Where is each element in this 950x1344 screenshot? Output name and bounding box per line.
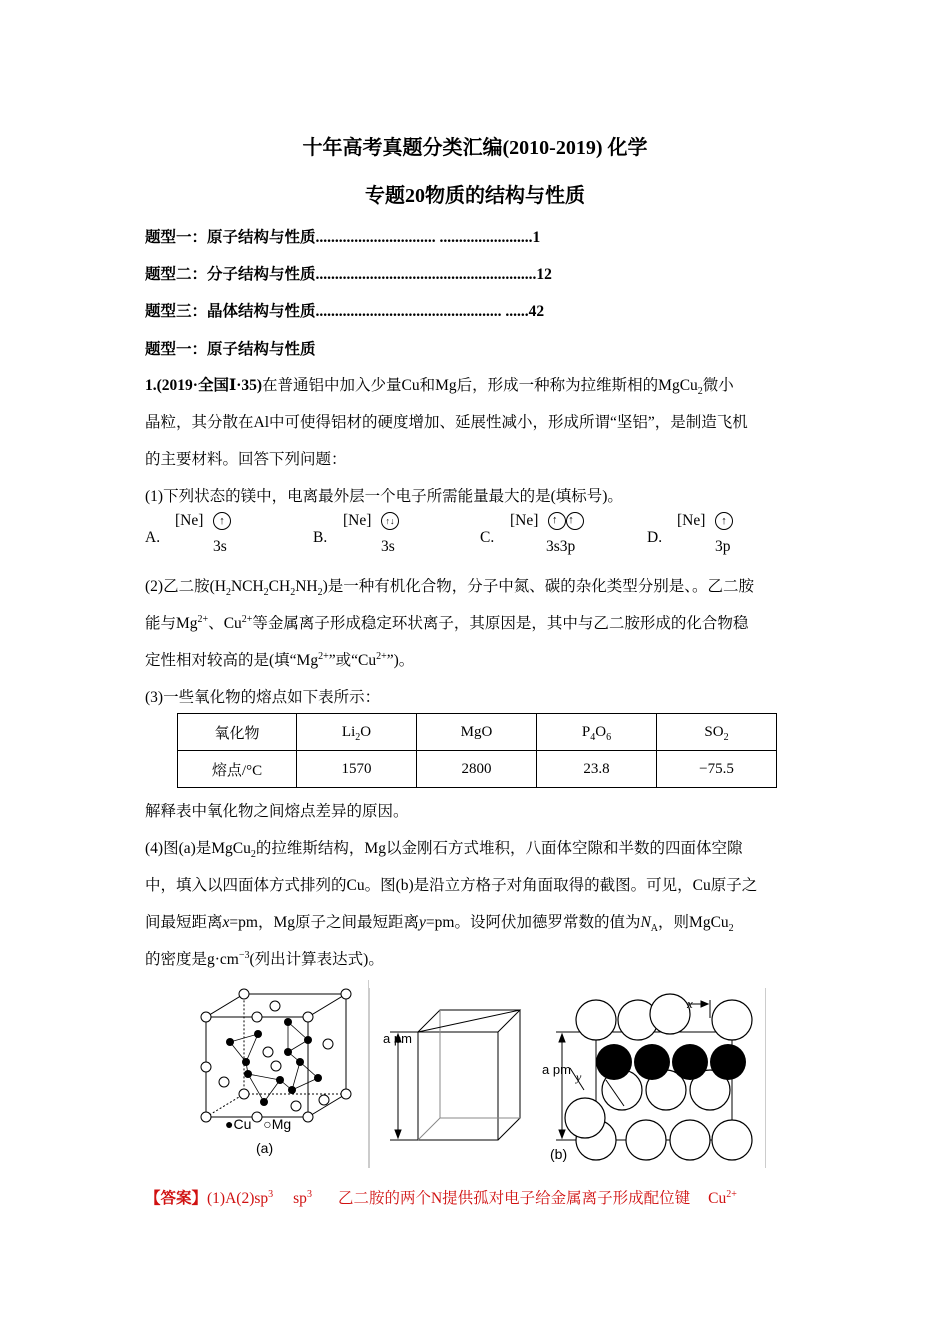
- topic-title: 专题20物质的结构与性质: [365, 185, 585, 207]
- orbital-circle-icon: ↑: [213, 512, 231, 530]
- legend-mg: ○Mg: [263, 1116, 292, 1132]
- question-part-3-followup: 解释表中氧化物之间熔点差异的原因。: [145, 803, 409, 820]
- legend-cu: ●Cu: [225, 1116, 252, 1132]
- toc-page: 1: [532, 229, 541, 246]
- table-cell: 1570: [297, 751, 417, 788]
- section-title: 题型一：原子结构与性质: [145, 341, 316, 358]
- options-row: A. [Ne] ↑ 3s B. [Ne] ↑↓ 3s C. [Ne] ↑ ↑ 3s3p D. [Ne] ↑ 3p: [145, 512, 805, 560]
- orbital-circle-icon: ↑: [715, 512, 733, 530]
- toc-dots: .........................................................: [315, 266, 537, 283]
- question-intro-line1: 1.(2019·全国Ⅰ·35)在普通铝中加入少量Cu和Mg后，形成一种称为拉维斯相的MgCu$_2$微小: [145, 377, 734, 398]
- question-part-4-line2: 中，填入以四面体方式排列的Cu。图(b)是沿立方格子对角面取得的截图。可见，Cu原子之: [145, 877, 758, 894]
- table-cell: −75.5: [657, 751, 777, 788]
- label-a-pm-2: a pm: [542, 1062, 571, 1077]
- answer-line: 【答案】$(1)A(2)sp^3$ $sp^3$ 乙二胺的两个N提供孤对电子给金属离子形成配位键 $Cu^{2+}$: [145, 1188, 737, 1207]
- toc-page: 42: [528, 303, 545, 320]
- question-part-2-line1: (2)乙二胺$(H_2NCH_2CH_2NH_2)$是一种有机化合物，分子中氮、碳的杂化类型分别是、。乙二胺: [145, 578, 755, 599]
- figure-b-sections: [370, 990, 763, 1168]
- question-part-1: (1)下列状态的镁中，电离最外层一个电子所需能量最大的是(填标号)。: [145, 488, 623, 505]
- question-part-2-line2: 能与$Mg^{2+}$、$Cu^{2+}$等金属离子形成稳定环状离子，其原因是，其中与乙二胺形成的化合物稳: [145, 613, 749, 632]
- melting-point-table: [177, 713, 777, 788]
- figure-a-crystal: [188, 982, 368, 1167]
- document-title: 十年高考真题分类汇编(2010-2019) 化学: [302, 137, 648, 159]
- table-cell: MgO: [417, 714, 537, 751]
- toc-label: 题型二：分子结构与性质: [145, 266, 316, 283]
- question-intro-line3: 的主要材料。回答下列问题：: [145, 451, 347, 468]
- table-cell: 熔点/°C: [178, 751, 297, 788]
- figure-b-caption: (b): [550, 1146, 568, 1162]
- table-row: [178, 751, 777, 788]
- table-cell: 2800: [417, 751, 537, 788]
- toc-item-1[interactable]: [145, 225, 540, 247]
- question-part-3: (3)一些氧化物的熔点如下表所示：: [145, 689, 381, 706]
- toc-label: 题型一：原子结构与性质: [145, 229, 316, 246]
- question-part-2-line3: 定性相对较高的是(填“$Mg^{2+}$”或“$Cu^{2+}$”)。: [145, 650, 415, 669]
- table-cell: $Li_2O$: [297, 714, 417, 751]
- figure-a-legend: [225, 1116, 291, 1132]
- toc-dots: ................................................ ......: [315, 303, 529, 320]
- toc-label: 题型三：晶体结构与性质: [145, 303, 316, 320]
- figure-a-caption: (a): [256, 1140, 274, 1156]
- question-part-4-line1: (4)图(a)是MgCu$_2$的拉维斯结构，Mg以金刚石方式堆积，八面体空隙和半数的四面体空隙: [145, 840, 743, 861]
- table-row: [178, 714, 777, 751]
- table-cell: $SO_2$: [657, 714, 777, 751]
- label-a-pm-1: a pm: [383, 1031, 412, 1046]
- table-cell: 23.8: [537, 751, 657, 788]
- orbital-circle-icon: ↑↓: [381, 512, 399, 530]
- question-intro-line2: 晶粒，其分散在Al中可使得铝材的硬度增加、延展性减小，形成所谓“坚铝”，是制造飞机: [145, 414, 748, 431]
- question-source: 1.(2019·全国Ⅰ·35): [145, 377, 263, 394]
- question-part-4-line3: 间最短距离x=pm，Mg原子之间最短距离y=pm。设阿伏加德罗常数的值为$N_A$，则MgCu$_2$: [145, 914, 734, 935]
- toc-item-2[interactable]: [145, 262, 552, 284]
- toc-page: 12: [536, 266, 552, 283]
- toc-dots: ............................... ........................: [315, 229, 533, 246]
- question-part-4-line4: 的密度是$g\cdot cm^{-3}$(列出计算表达式)。: [145, 949, 384, 968]
- label-x: x: [687, 996, 693, 1011]
- toc-item-3[interactable]: [145, 299, 544, 321]
- label-y: y: [576, 1070, 582, 1084]
- table-cell: 氧化物: [178, 714, 297, 751]
- answer-tag: 【答案】: [145, 1190, 208, 1207]
- table-cell: $P_4O_6$: [537, 714, 657, 751]
